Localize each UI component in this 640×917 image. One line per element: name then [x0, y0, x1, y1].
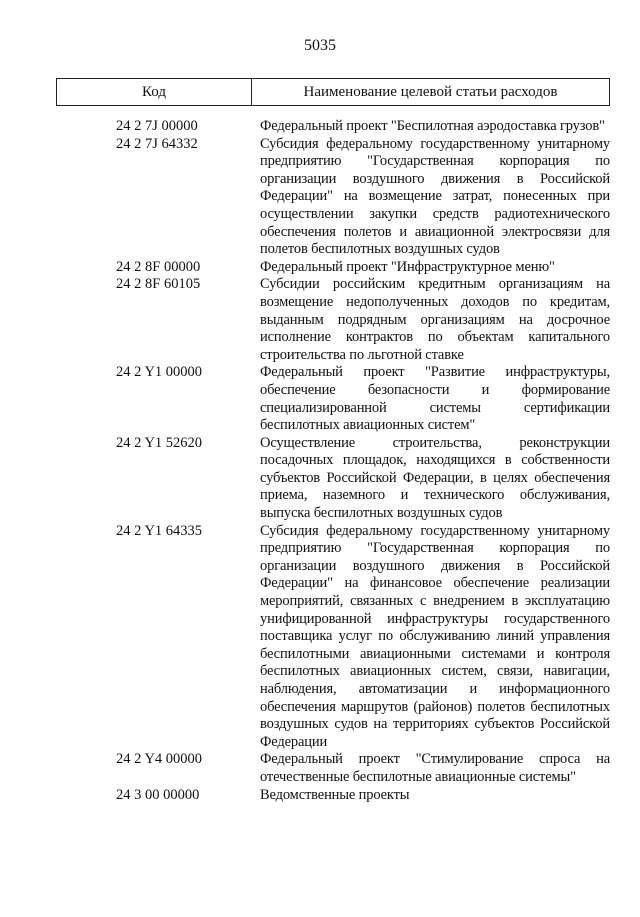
row-code: 24 2 8F 00000: [116, 258, 201, 275]
column-header-name: Наименование целевой статьи расходов: [303, 83, 558, 100]
row-code: 24 2 Y4 00000: [116, 751, 203, 768]
table-row: [0, 118, 640, 136]
table-row: [0, 751, 640, 786]
row-name: Федеральный проект "Развитие инфраструктуры, обеспечение безопасности и формирование специализированной системы сертификации беспилотных авиационных систем": [260, 364, 610, 434]
column-header-code: Код: [57, 79, 252, 105]
table-row: [0, 435, 640, 523]
table-header: [56, 78, 610, 106]
row-name: Ведомственные проекты: [260, 786, 410, 803]
row-name: Федеральный проект "Инфраструктурное меню": [260, 258, 555, 275]
row-code: 24 2 Y1 00000: [116, 364, 203, 381]
row-name: Субсидии российским кредитным организациям на возмещение недополученных доходов по кредитам, выданным подрядным организациям на досрочное исполнение контрактов по объектам капитального строительства по льготной ставке: [260, 276, 610, 363]
table-row: [0, 523, 640, 752]
row-code: 24 2 7J 00000: [116, 118, 198, 134]
table-row: [0, 259, 640, 277]
row-name: Федеральный проект "Беспилотная аэродоставка грузов": [260, 118, 605, 134]
table-body: [0, 118, 640, 804]
row-name: Федеральный проект "Стимулирование спроса на отечественные беспилотные авиационные системы": [260, 751, 610, 785]
row-code: 24 2 Y1 64335: [116, 522, 203, 539]
row-code: 24 3 00 00000: [116, 786, 200, 803]
table-row: [0, 276, 640, 364]
row-code: 24 2 7J 64332: [116, 135, 198, 152]
row-code: 24 2 8F 60105: [116, 276, 201, 293]
row-name: Субсидия федеральному государственному унитарному предприятию "Государственная корпорация по организации воздушного движения в Российской Федерации" на финансовое обеспечение реализации мероприятий, связанных с внедрением в эксплуатацию унифицированной инфраструктуры государственного поставщика услуг по обслуживанию линий управления беспилотными авиационными системами и контроля беспилотных авиационных систем, связи, навигации, наблюдения, автоматизации и информационного обеспечения маршрутов (районов) полетов беспилотных воздушных судов на территориях субъектов Российской Федерации: [260, 522, 610, 750]
page-number: 5035: [304, 37, 336, 54]
row-name: Осуществление строительства, реконструкции посадочных площадок, находящихся в собственности субъектов Российской Федерации, в целях обеспечения приема, наземного и технического обслуживания, выпуска беспилотных воздушных судов: [260, 434, 610, 522]
table-row: [0, 136, 640, 259]
table-row: [0, 364, 640, 434]
row-code: 24 2 Y1 52620: [116, 434, 203, 451]
row-name: Субсидия федеральному государственному унитарному предприятию "Государственная корпорация по организации воздушного движения в Российской Федерации" на возмещение затрат, понесенных при осуществлении закупки средств радиотехнического обеспечения полетов и авиационной электросвязи для полетов беспилотных воздушных судов: [260, 135, 610, 258]
table-row: [0, 787, 640, 805]
